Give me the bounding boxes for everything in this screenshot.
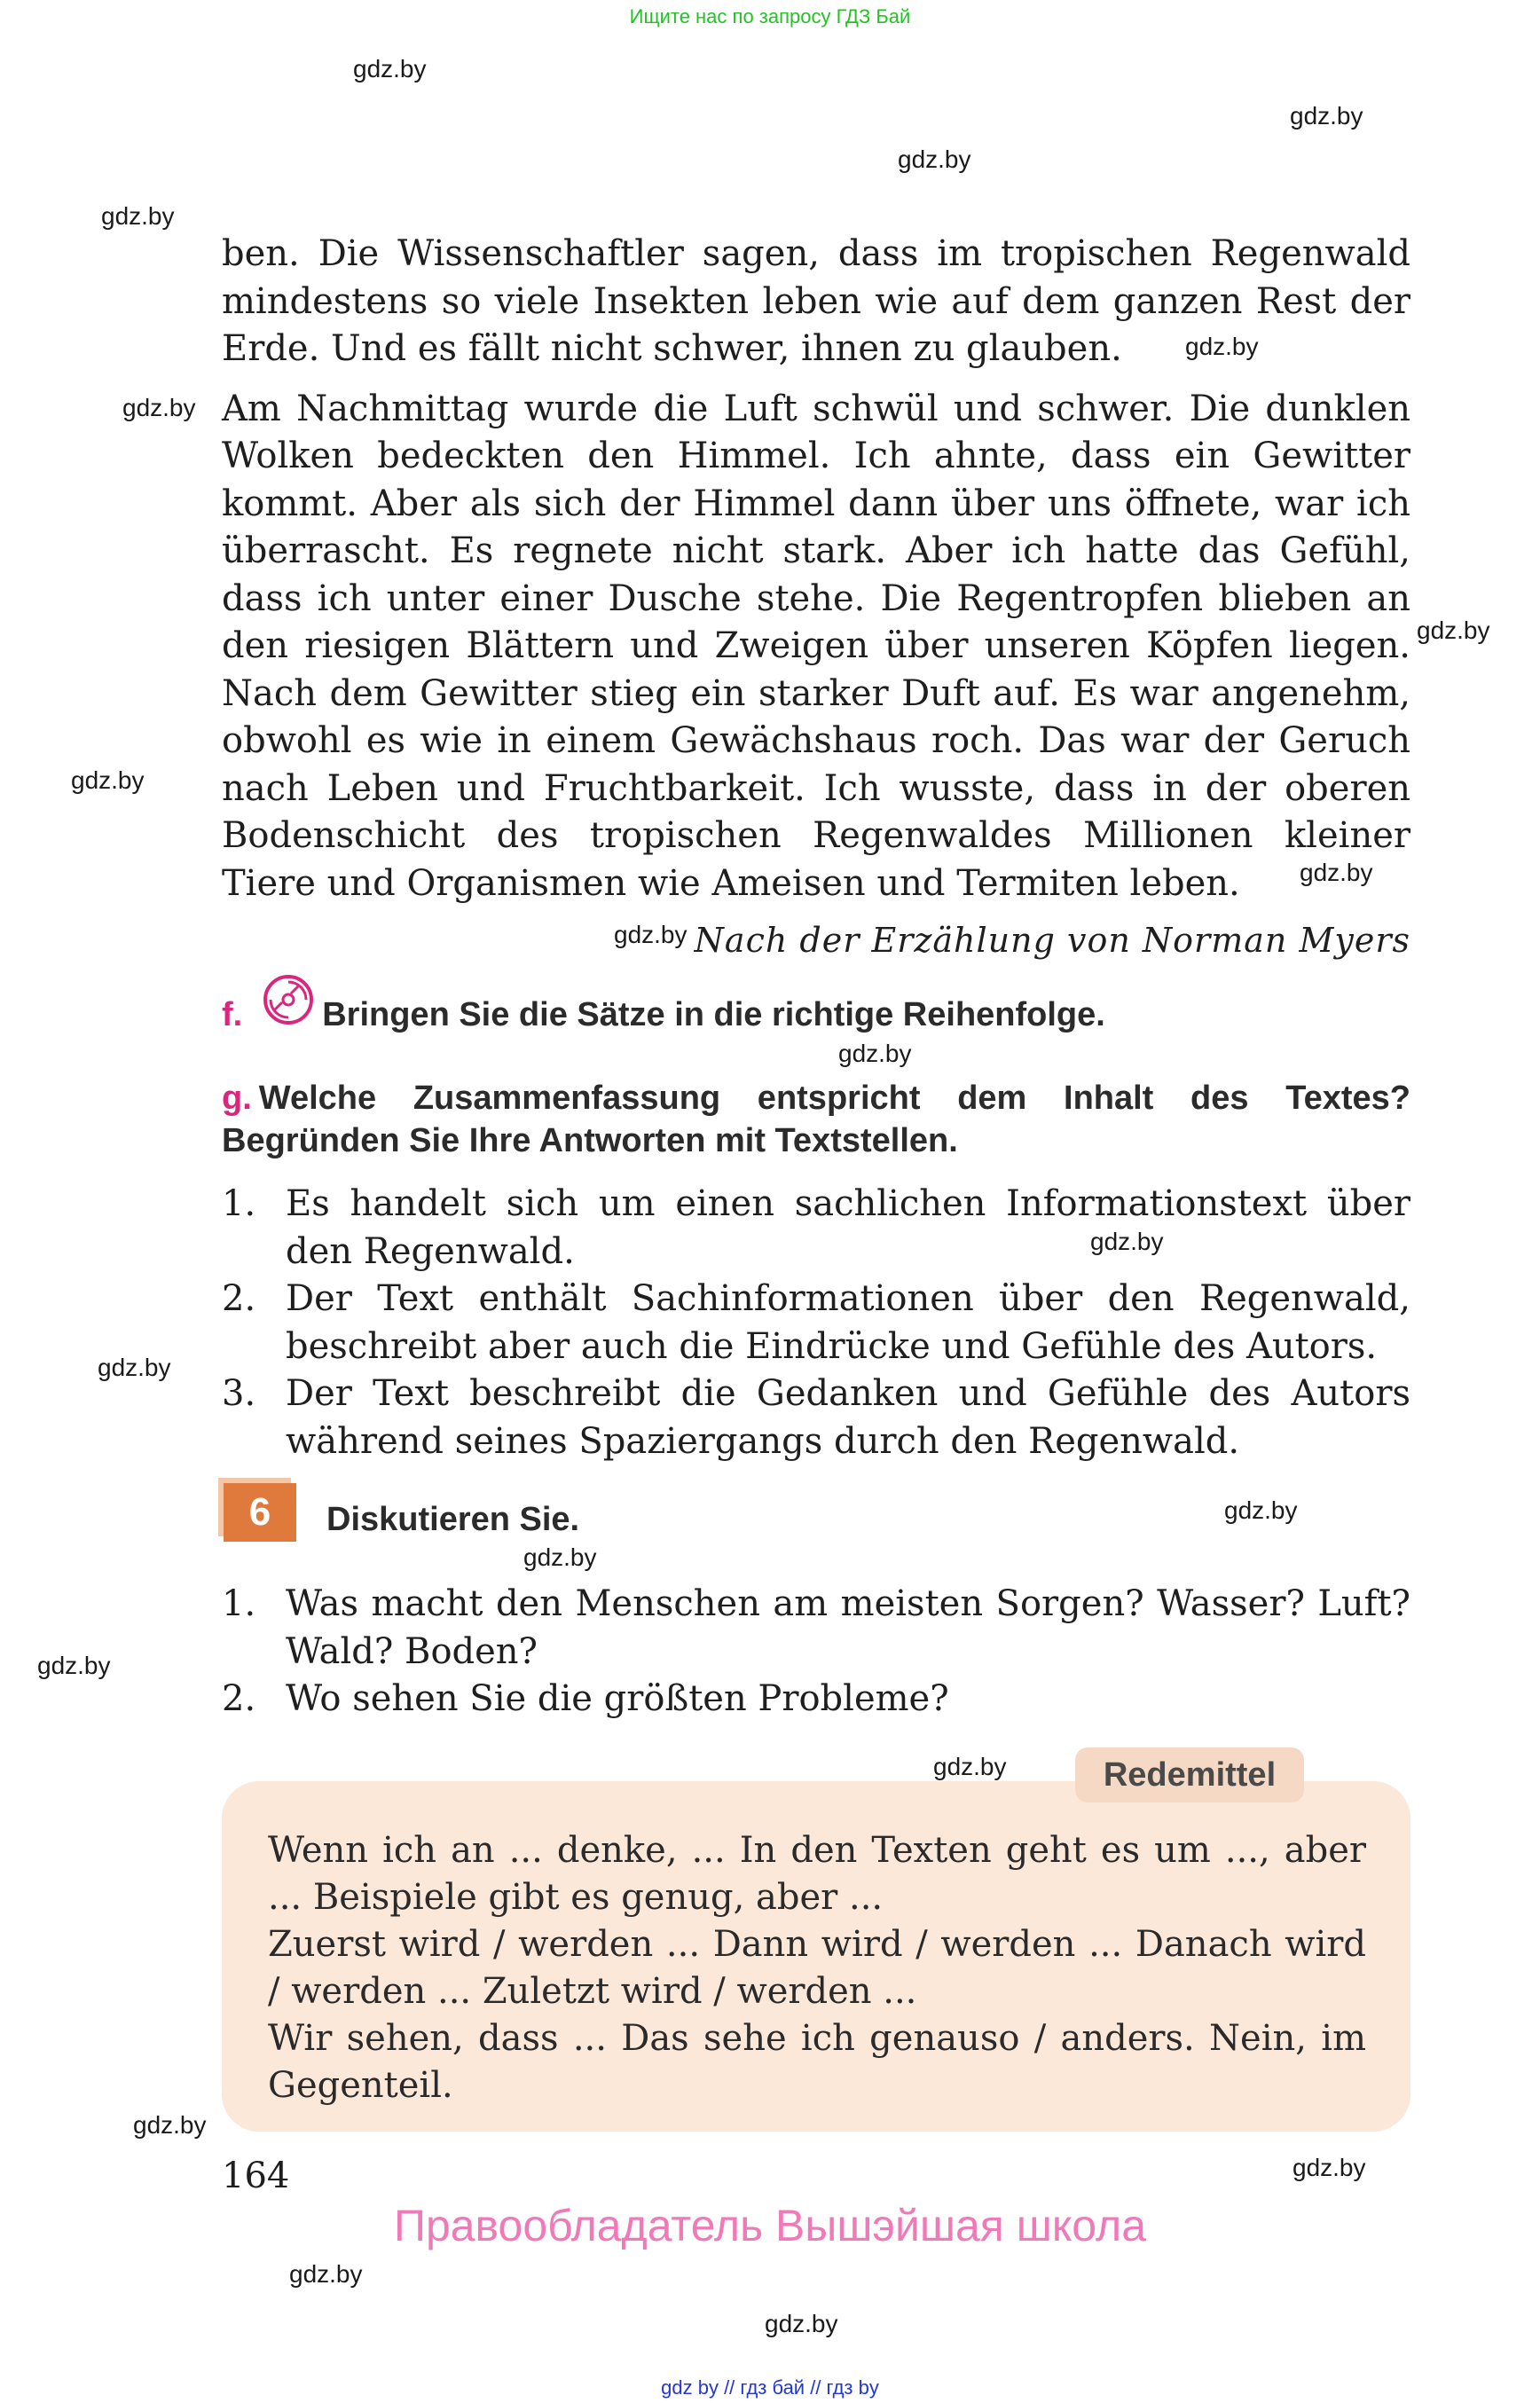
watermark: gdz.by: [1224, 1496, 1298, 1524]
reading-text: [222, 231, 1410, 907]
watermark: gdz.by: [289, 2260, 363, 2288]
paragraph-continuation: ben. Die Wissenschaftler sagen, dass im tropischen Regenwald mindestens so viele Insekten leben wie auf dem ganzen Rest der Erde. Und es fällt nicht schwer, ihnen zu glauben.: [222, 233, 1410, 369]
list-item: 1. Was macht den Menschen am meisten Sorgen? Wasser? Luft? Wald? Boden?: [222, 1583, 1410, 1672]
watermark: gdz.by: [1417, 616, 1490, 644]
watermark: gdz.by: [933, 1753, 1007, 1780]
exercise-number: 6: [224, 1483, 296, 1542]
redemittel-title: Redemittel: [1075, 1747, 1304, 1802]
task-g: [222, 1077, 1410, 1162]
task-g-letter: g.: [222, 1080, 252, 1117]
watermark: gdz.by: [1292, 2154, 1366, 2181]
watermark: gdz.by: [37, 1652, 111, 1679]
watermark: gdz.by: [122, 394, 196, 421]
watermark: gdz.by: [1300, 859, 1373, 886]
watermark: gdz.by: [101, 202, 175, 230]
watermark: gdz.by: [71, 766, 145, 794]
question-list: [222, 1581, 1410, 1724]
source-attribution: Nach der Erzählung von Norman Myers: [694, 921, 1410, 960]
watermark: gdz.by: [614, 921, 688, 948]
redemittel-line: Wenn ich an ... denke, ... In den Texten geht es um ..., aber ... Beispiele gibt es genug, aber ...: [268, 1830, 1366, 1918]
redemittel-line: Wir sehen, dass ... Das sehe ich genauso / anders. Nein, im Gegenteil.: [268, 2018, 1366, 2106]
watermark: gdz.by: [1090, 1228, 1164, 1255]
task-f-letter: f.: [222, 996, 243, 1033]
paragraph-afternoon: Am Nachmittag wurde die Luft schwül und schwer. Die dunklen Wolken bedeckten den Himmel. Ich ahnte, dass ein Gewitter kommt. Aber als sich der Himmel dann über uns öffnete, war ich überrascht. Es regnete nicht stark. Aber ich hatte das Gefühl, dass ich unter einer Dusche stehe. Die Regentropfen blieben an den riesigen Blättern und Zweigen über unseren Köpfen liegen. Nach dem Gewitter stieg ein starker Duft auf. Es war angenehm, obwohl es wie in einem Gewächshaus roch. Das war der Geruch nach Leben und Fruchtbarkeit. Ich wusste, dass in der oberen Bodenschicht des tropischen Regenwaldes Millionen kleiner Tiere und Organismen wie Ameisen und Termiten leben.: [222, 388, 1410, 904]
watermark: gdz.by: [838, 1040, 912, 1067]
watermark: gdz.by: [765, 2310, 838, 2337]
summary-list: [222, 1181, 1410, 1465]
watermark: gdz.by: [98, 1354, 171, 1381]
bottom-banner[interactable]: gdz by // гдз бай // гдз by: [661, 2376, 879, 2399]
watermark: gdz.by: [133, 2111, 207, 2139]
exercise-title: Diskutieren Sie.: [326, 1501, 580, 1538]
watermark: gdz.by: [1290, 102, 1363, 130]
list-item: 2. Wo sehen Sie die größten Probleme?: [222, 1678, 949, 1719]
top-banner[interactable]: Ищите нас по запросу ГДЗ Бай: [629, 5, 911, 27]
list-item: 2. Der Text enthält Sachinformationen über den Regenwald, beschreibt aber auch die Eindrücke und Gefühle des Autors.: [222, 1278, 1410, 1367]
watermark: gdz.by: [523, 1543, 597, 1571]
watermark: gdz.by: [353, 55, 427, 82]
task-g-text: Welche Zusammenfassung entspricht dem Inhalt des Textes? Begründen Sie Ihre Antworten mit Textstellen.: [222, 1080, 1410, 1159]
watermark: gdz.by: [898, 145, 971, 173]
page-number: 164: [222, 2156, 290, 2196]
task-f: [222, 993, 1410, 1036]
watermark: gdz.by: [1185, 333, 1259, 360]
list-item: 3. Der Text beschreibt die Gedanken und Gefühle des Autors während seines Spaziergangs durch den Regenwald.: [222, 1373, 1410, 1462]
task-f-text: Bringen Sie die Sätze in die richtige Reihenfolge.: [322, 996, 1105, 1033]
copyright-holder: Правообладатель Вышэйшая школа: [394, 2201, 1146, 2250]
list-item: 1. Es handelt sich um einen sachlichen Informationstext über den Regenwald.: [222, 1183, 1410, 1272]
redemittel-text: [268, 1827, 1366, 2109]
redemittel-line: Zuerst wird / werden ... Dann wird / werden ... Danach wird / werden ... Zuletzt wird / werden ...: [268, 1924, 1366, 2012]
